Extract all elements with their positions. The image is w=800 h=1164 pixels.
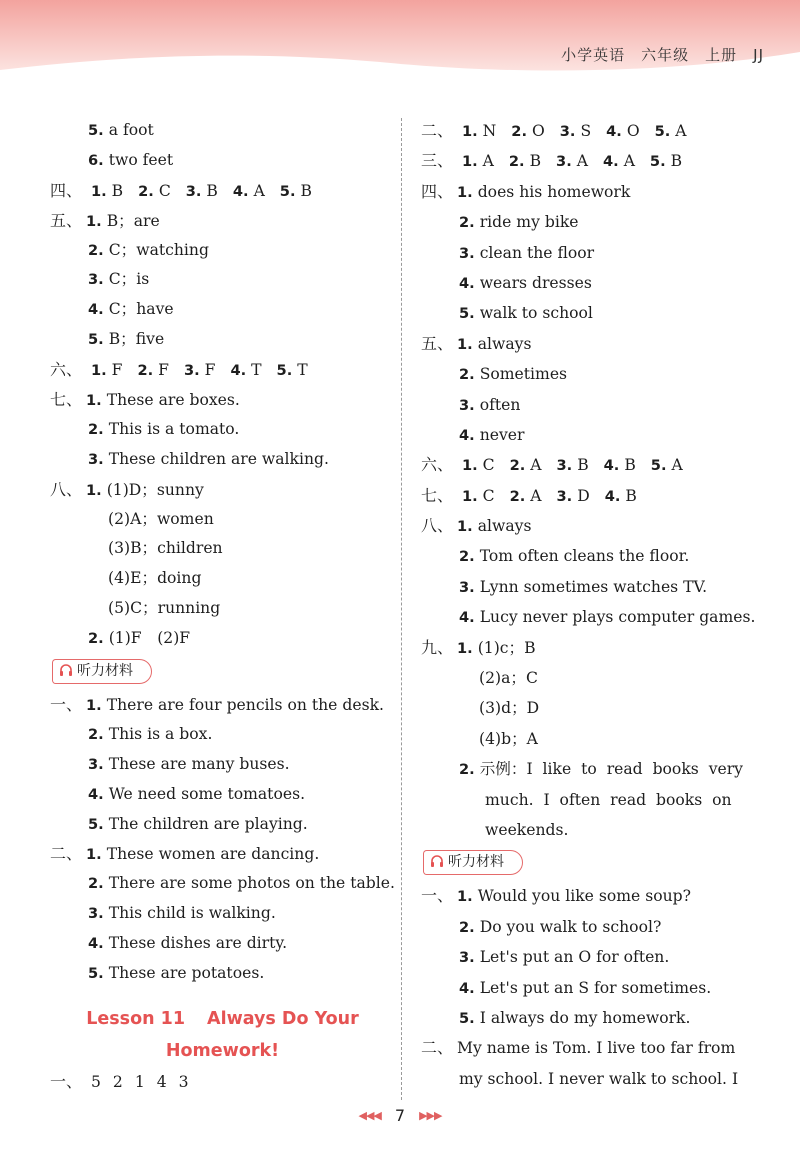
listening-2-text: 二、 My name is Tom. I live too far from xyxy=(421,1038,736,1058)
left-column xyxy=(50,116,395,1097)
section-9-sub: (3)d；D xyxy=(479,699,540,718)
section-9-example: weekends. xyxy=(485,820,569,839)
listening-1-item: 3. Let's put an O for often. xyxy=(459,948,670,967)
page-footer xyxy=(0,1106,800,1125)
section-5-item: 五、 1. B；are xyxy=(50,210,160,230)
header-band xyxy=(0,0,800,78)
lesson-title xyxy=(50,1003,395,1035)
listening-2-item: 2. There are some photos on the table. xyxy=(88,874,395,893)
section-8-sub: (5)C；running xyxy=(108,599,221,618)
listening-1-item: 5. I always do my homework. xyxy=(459,1008,691,1027)
section-8-item: 3. Lynn sometimes watches TV. xyxy=(459,577,708,596)
section-4-item: 3. clean the floor xyxy=(459,243,595,262)
section-5-item: 3. often xyxy=(459,395,521,414)
section-6-answers: 六、 1. F 2. F 3. F 4. T 5. T xyxy=(50,360,308,380)
book-info: 小学英语 六年级 上册 JJ xyxy=(561,46,764,64)
right-column xyxy=(421,116,756,1094)
section-8-sub: (3)B；children xyxy=(108,539,223,558)
listening-badge: 听力材料 xyxy=(52,659,152,684)
section-8-item: 2. Tom often cleans the floor. xyxy=(459,547,690,566)
section-5-item: 2. Sometimes xyxy=(459,365,568,384)
section-9-example: much. I often read books on xyxy=(485,790,732,809)
listening-2-item: 5. These are potatoes. xyxy=(88,964,265,983)
section-8-item: 4. Lucy never plays computer games. xyxy=(459,608,756,627)
prev-arrows-icon: ◀◀◀ xyxy=(358,1109,381,1122)
section-8-item: 八、 1. always xyxy=(421,516,532,536)
section-5-item: 4. C；have xyxy=(88,300,174,319)
headphone-icon xyxy=(430,854,444,868)
section-5-item: 4. never xyxy=(459,425,525,444)
section-5-item: 五、 1. always xyxy=(421,333,532,353)
listening-1-item: 一、 1. There are four pencils on the desk. xyxy=(50,695,384,715)
section-9-sub: (2)a；C xyxy=(479,669,538,688)
section-4-item: 四、 1. does his homework xyxy=(421,181,631,201)
listening-section-header xyxy=(50,654,395,690)
section-8-sub: (4)E；doing xyxy=(108,569,202,588)
listening-2-text: my school. I never walk to school. I xyxy=(459,1069,739,1088)
section-4-answers: 四、 1. B 2. C 3. B 4. A 5. B xyxy=(50,180,312,200)
listening-1-item: 2. This is a box. xyxy=(88,724,213,743)
listening-1-item: 一、 1. Would you like some soup? xyxy=(421,886,691,906)
headphone-icon xyxy=(59,663,73,677)
answer-line: 6. two feet xyxy=(88,150,174,169)
lesson-section-1: 一、 5 2 1 4 3 xyxy=(50,1071,189,1091)
section-7-item: 七、 1. These are boxes. xyxy=(50,390,240,410)
listening-1-item: 4. Let's put an S for sometimes. xyxy=(459,978,712,997)
listening-2-item: 4. These dishes are dirty. xyxy=(88,934,288,953)
section-5-item: 3. C；is xyxy=(88,270,150,289)
next-arrows-icon: ▶▶▶ xyxy=(419,1109,442,1122)
section-7-item: 3. These children are walking. xyxy=(88,449,329,468)
listening-1-item: 2. Do you walk to school? xyxy=(459,917,662,936)
section-9-item: 九、 1. (1)c；B xyxy=(421,637,536,657)
section-8-sub: (2)A；women xyxy=(108,509,214,528)
listening-1-item: 4. We need some tomatoes. xyxy=(88,784,306,803)
answer-line: 5. a foot xyxy=(88,121,154,139)
section-8-item: 2. (1)F (2)F xyxy=(88,629,191,648)
section-5-item: 2. C；watching xyxy=(88,240,209,259)
lesson-title-line2: Homework! xyxy=(165,1040,280,1061)
listening-2-item: 二、 1. These women are dancing. xyxy=(50,844,320,864)
section-2-answers: 二、 1. N 2. O 3. S 4. O 5. A xyxy=(421,121,687,140)
section-5-item: 5. B；five xyxy=(88,330,165,349)
listening-badge: 听力材料 xyxy=(423,850,523,875)
section-8-item: 八、 1. (1)D；sunny xyxy=(50,479,204,499)
section-9-example: 2. 示例：I like to read books very xyxy=(459,760,743,779)
lesson-title-line1: Always Do Your xyxy=(207,1008,359,1029)
listening-2-item: 3. This child is walking. xyxy=(88,904,276,923)
section-7-answers: 七、 1. C 2. A 3. D 4. B xyxy=(421,485,637,505)
section-4-item: 5. walk to school xyxy=(459,304,593,323)
section-3-answers: 三、 1. A 2. B 3. A 4. A 5. B xyxy=(421,151,683,171)
column-divider xyxy=(401,118,402,1100)
section-4-item: 2. ride my bike xyxy=(459,213,579,232)
listening-1-item: 5. The children are playing. xyxy=(88,814,308,833)
section-9-sub: (4)b；A xyxy=(479,729,538,748)
section-6-answers: 六、 1. C 2. A 3. B 4. B 5. A xyxy=(421,455,683,475)
lesson-number: Lesson 11 xyxy=(86,1008,186,1029)
listening-1-item: 3. These are many buses. xyxy=(88,754,290,773)
listening-section-header xyxy=(421,845,751,881)
section-4-item: 4. wears dresses xyxy=(459,273,592,292)
section-7-item: 2. This is a tomato. xyxy=(88,419,240,438)
page-number: 7 xyxy=(394,1106,406,1125)
